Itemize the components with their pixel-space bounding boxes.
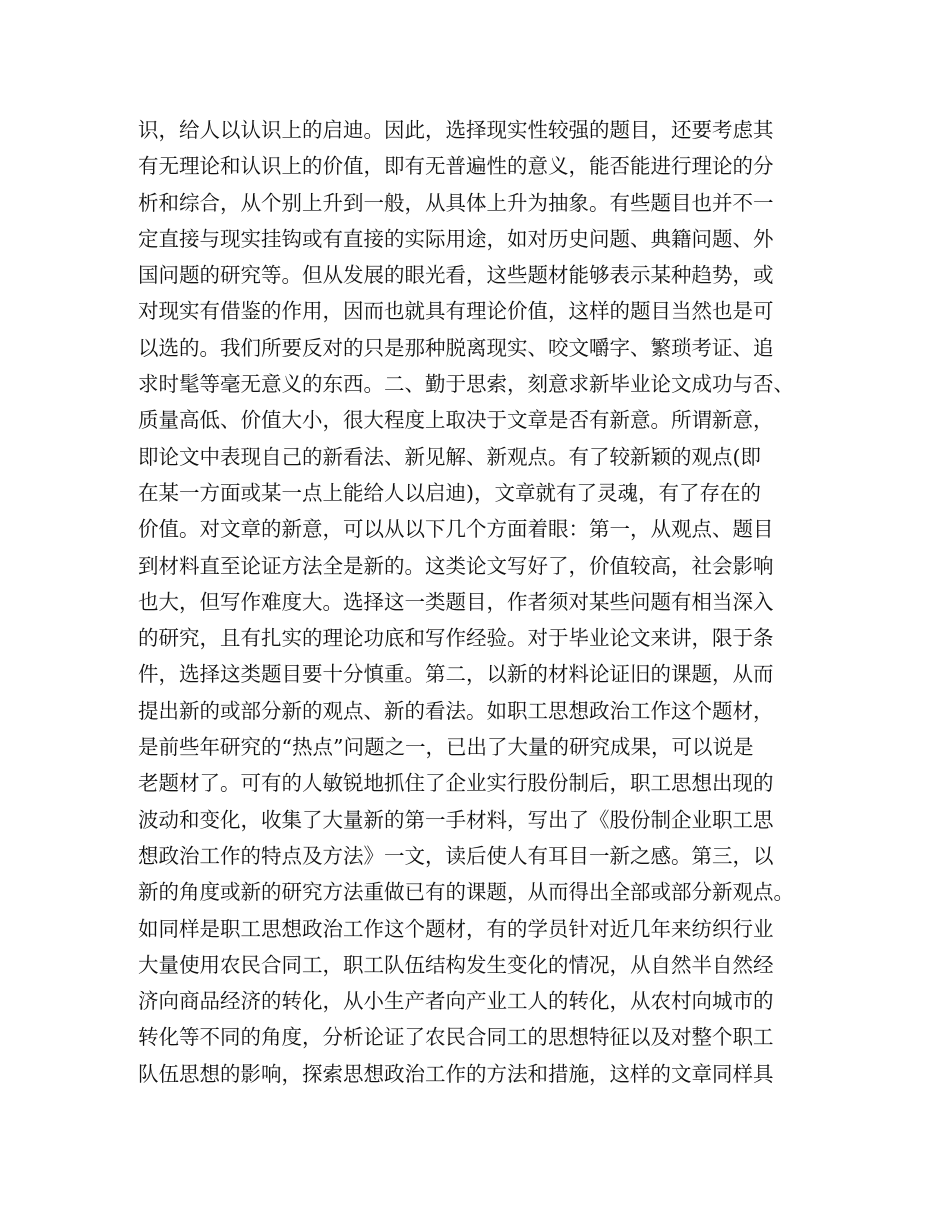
text-line: 对现实有借鉴的作用，因而也就具有理论价值，这样的题目当然也是可 [138,299,774,324]
text-line: 有无理论和认识上的价值，即有无普遍性的意义，能否能进行理论的分 [138,154,774,179]
text-line: 质量高低、价值大小，很大程度上取决于文章是否有新意。所谓新意， [138,408,774,433]
text-line: 也大，但写作难度大。选择这一类题目，作者须对某些问题有相当深入 [138,589,774,614]
text-line: 求时髦等毫无意义的东西。二、勤于思索，刻意求新毕业论文成功与否、 [138,372,794,397]
text-line: 到材料直至论证方法全是新的。这类论文写好了，价值较高，社会影响 [138,553,774,578]
text-line: 济向商品经济的转化，从小生产者向产业工人的转化，从农村向城市的 [138,989,774,1014]
text-line: 国问题的研究等。但从发展的眼光看，这些题材能够表示某种趋势，或 [138,263,774,288]
text-line: 价值。对文章的新意，可以从以下几个方面着眼：第一，从观点、题目 [138,517,774,542]
text-line: 想政治工作的特点及方法》一文，读后使人有耳目一新之感。第三，以 [138,843,774,868]
text-line: 转化等不同的角度，分析论证了农民合同工的思想特征以及对整个职工 [138,1025,774,1050]
text-line: 定直接与现实挂钩或有直接的实际用途，如对历史问题、典籍问题、外 [138,226,774,251]
text-line: 在某一方面或某一点上能给人以启迪)，文章就有了灵魂，有了存在的 [138,480,761,505]
text-line: 老题材了。可有的人敏锐地抓住了企业实行股份制后，职工思想出现的 [138,771,774,796]
body-text [138,112,828,1092]
text-line: 件，选择这类题目要十分慎重。第二，以新的材料论证旧的课题，从而 [138,662,774,687]
text-line: 如同样是职工思想政治工作这个题材，有的学员针对近几年来纺织行业 [138,916,774,941]
text-line: 新的角度或新的研究方法重做已有的课题，从而得出全部或部分新观点。 [138,880,794,905]
text-line: 的研究，且有扎实的理论功底和写作经验。对于毕业论文来讲，限于条 [138,626,774,651]
text-line: 提出新的或部分新的观点、新的看法。如职工思想政治工作这个题材， [138,698,774,723]
text-line: 波动和变化，收集了大量新的第一手材料，写出了《股份制企业职工思 [138,807,774,832]
text-line: 队伍思想的影响，探索思想政治工作的方法和措施，这样的文章同样具 [138,1061,774,1086]
text-line: 析和综合，从个别上升到一般，从具体上升为抽象。有些题目也并不一 [138,190,774,215]
text-line: 即论文中表现自己的新看法、新见解、新观点。有了较新颖的观点(即 [138,444,761,469]
text-line: 大量使用农民合同工，职工队伍结构发生变化的情况，从自然半自然经 [138,952,774,977]
text-line: 以选的。我们所要反对的只是那种脱离现实、咬文嚼字、繁琐考证、追 [138,335,774,360]
text-line: 识，给人以认识上的启迪。因此，选择现实性较强的题目，还要考虑其 [138,118,774,142]
text-line: 是前些年研究的“热点”问题之一，已出了大量的研究成果，可以说是 [138,735,754,760]
